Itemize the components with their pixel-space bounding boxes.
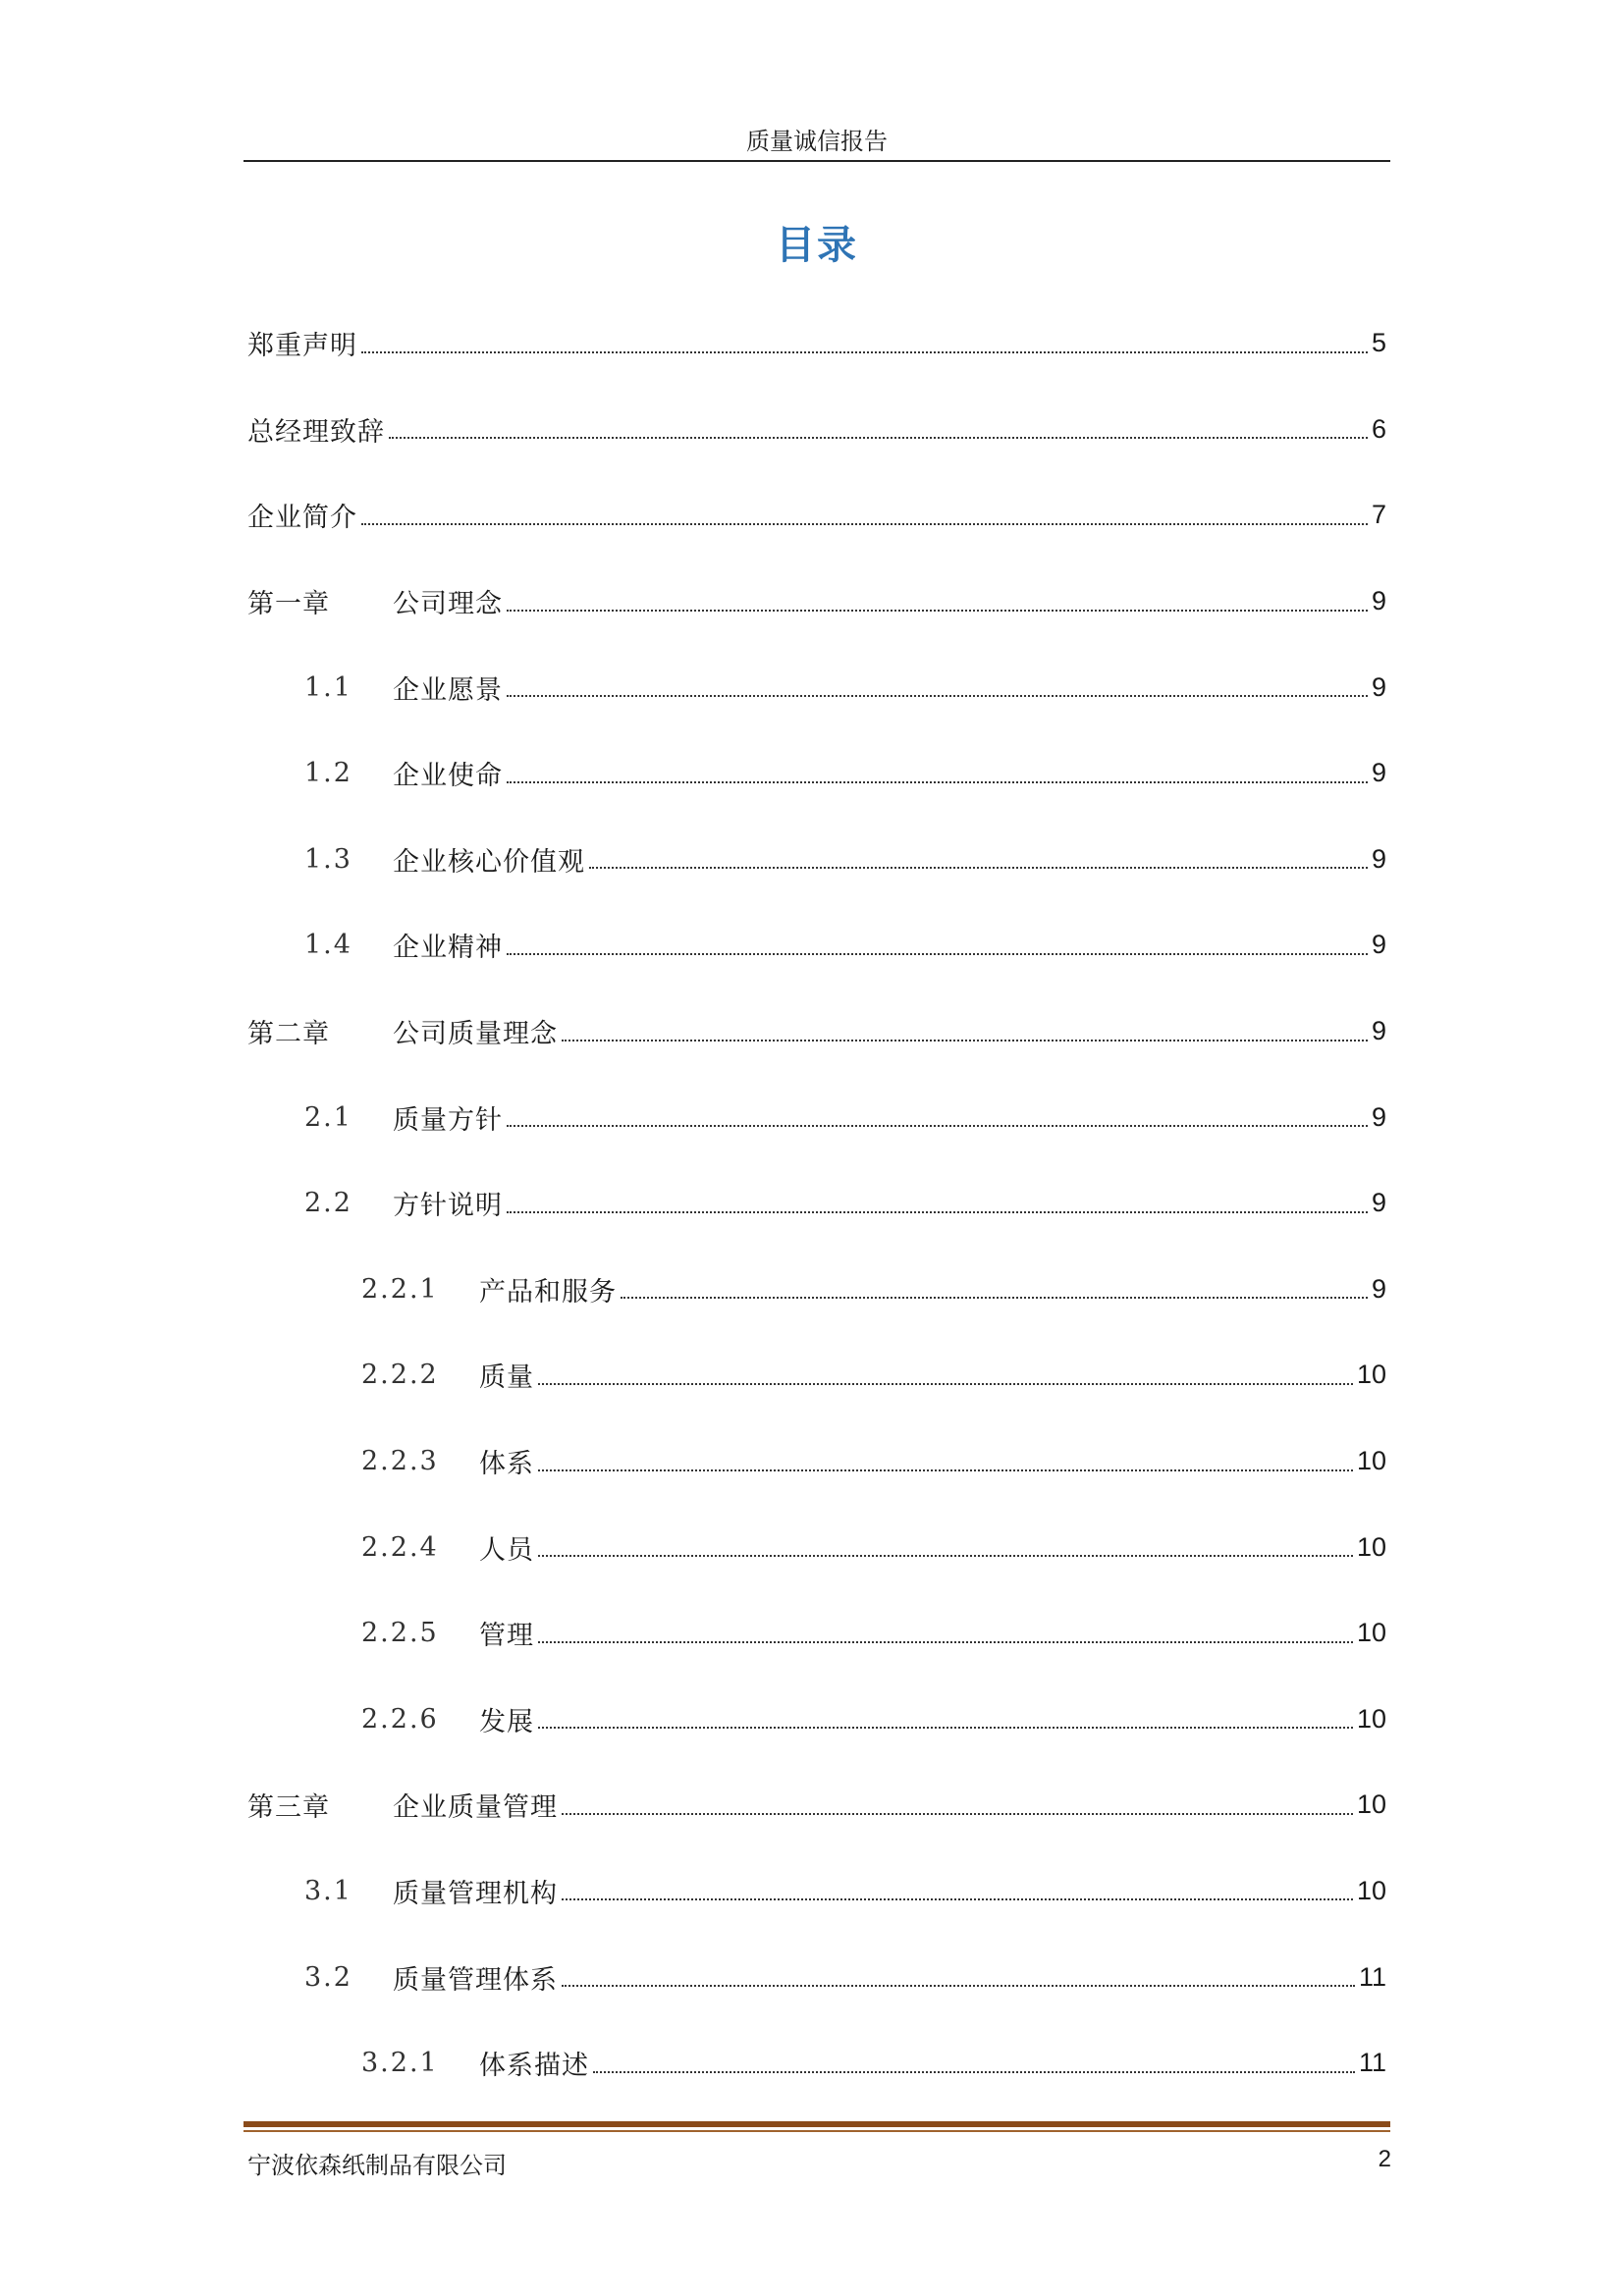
toc-entry-page: 10 — [1356, 1875, 1386, 1905]
toc-entry-number: 2.2.4 — [361, 1531, 439, 1563]
toc-entry-page: 9 — [1371, 758, 1386, 788]
toc-entry-label: 方针说明 — [393, 1191, 503, 1222]
toc-entry[interactable] — [247, 1934, 1386, 2020]
toc-entry-page: 9 — [1371, 1188, 1386, 1218]
footer-divider-thin — [243, 2130, 1390, 2132]
toc-entry-page: 9 — [1371, 671, 1386, 702]
toc-entry[interactable] — [247, 472, 1386, 559]
toc-entry[interactable] — [247, 300, 1386, 387]
toc-entry[interactable] — [247, 1590, 1386, 1677]
toc-entry-page: 10 — [1356, 1789, 1386, 1820]
toc-entry[interactable] — [247, 1332, 1386, 1418]
toc-entry-number: 第三章 — [247, 1792, 330, 1824]
toc-entry-page: 7 — [1371, 500, 1386, 530]
header-divider — [243, 160, 1390, 162]
running-header-title: 质量诚信报告 — [746, 128, 888, 155]
toc-entry-page: 10 — [1356, 1703, 1386, 1734]
toc-entry-number: 第一章 — [247, 589, 330, 620]
toc-entry-label: 总经理致辞 — [247, 416, 385, 448]
toc-entry[interactable] — [247, 1160, 1386, 1247]
toc-entry-label: 管理 — [479, 1621, 534, 1652]
footer-divider-thick — [243, 2121, 1390, 2127]
toc-entry-label: 郑重声明 — [247, 331, 357, 362]
toc-dot-leader — [507, 610, 1368, 612]
toc-entry-page: 9 — [1371, 843, 1386, 874]
toc-entry-number: 3.2 — [304, 1961, 352, 1993]
toc-entry-page: 9 — [1371, 1016, 1386, 1046]
toc-entry-page: 10 — [1356, 1531, 1386, 1562]
toc-entry-page: 10 — [1356, 1618, 1386, 1648]
toc-entry-label: 公司质量理念 — [393, 1019, 558, 1050]
toc-entry-page: 5 — [1371, 328, 1386, 358]
toc-dot-leader — [562, 1813, 1353, 1815]
toc-entry-number: 1.2 — [304, 758, 352, 789]
toc-entry-number: 2.2.5 — [361, 1618, 439, 1649]
toc-dot-leader — [562, 1040, 1368, 1041]
toc-entry-page: 9 — [1371, 586, 1386, 616]
toc-entry-label: 人员 — [479, 1534, 534, 1566]
toc-dot-leader — [507, 781, 1368, 783]
toc-entry[interactable] — [247, 1677, 1386, 1763]
toc-entry[interactable] — [247, 988, 1386, 1075]
toc-dot-leader — [507, 953, 1368, 955]
toc-dot-leader — [507, 1125, 1368, 1127]
toc-entry-number: 2.2.2 — [361, 1360, 439, 1391]
toc-dot-leader — [589, 867, 1368, 869]
toc-entry-number: 3.2.1 — [361, 2048, 439, 2079]
toc-entry[interactable] — [247, 2020, 1386, 2107]
toc-dot-leader — [593, 2071, 1355, 2073]
toc-entry-number: 1.4 — [304, 930, 352, 961]
toc-entry-label: 企业质量管理 — [393, 1792, 558, 1824]
toc-entry-label: 质量方针 — [393, 1104, 503, 1136]
toc-entry-page: 9 — [1371, 930, 1386, 960]
toc-entry[interactable] — [247, 1762, 1386, 1848]
toc-entry-number: 1.3 — [304, 843, 352, 875]
toc-dot-leader — [538, 1727, 1353, 1729]
toc-dot-leader — [538, 1641, 1353, 1643]
toc-dot-leader — [538, 1383, 1353, 1385]
toc-dot-leader — [361, 351, 1368, 353]
toc-entry[interactable] — [247, 1247, 1386, 1333]
toc-entry[interactable] — [247, 1418, 1386, 1505]
toc-entry-page: 11 — [1358, 2048, 1386, 2078]
toc-entry-page: 10 — [1356, 1446, 1386, 1476]
toc-entry[interactable] — [247, 644, 1386, 730]
toc-dot-leader — [562, 1898, 1353, 1900]
toc-entry-page: 9 — [1371, 1273, 1386, 1304]
toc-entry[interactable] — [247, 1848, 1386, 1935]
toc-entry[interactable] — [247, 817, 1386, 903]
toc-title: 目录 — [776, 223, 858, 268]
toc-entry-label: 质量 — [479, 1362, 534, 1394]
toc-entry-number: 3.1 — [304, 1875, 352, 1906]
toc-entry-number: 2.2.3 — [361, 1446, 439, 1477]
toc-entry[interactable] — [247, 559, 1386, 645]
table-of-contents — [247, 300, 1386, 2106]
footer-company-name: 宁波依森纸制品有限公司 — [247, 2152, 507, 2179]
toc-entry-number: 2.2.1 — [361, 1273, 439, 1305]
toc-entry-label: 企业简介 — [247, 503, 357, 534]
footer-page-number: 2 — [1378, 2146, 1391, 2172]
toc-entry-number: 2.2 — [304, 1188, 352, 1219]
toc-entry-page: 9 — [1371, 1101, 1386, 1132]
toc-dot-leader — [538, 1555, 1353, 1557]
toc-entry-page: 11 — [1358, 1961, 1386, 1992]
toc-dot-leader — [507, 1211, 1368, 1213]
toc-entry[interactable] — [247, 1074, 1386, 1160]
toc-dot-leader — [562, 1985, 1355, 1987]
toc-entry-page: 10 — [1356, 1360, 1386, 1390]
toc-dot-leader — [538, 1469, 1353, 1471]
toc-entry-label: 产品和服务 — [479, 1276, 617, 1308]
toc-entry-label: 体系 — [479, 1449, 534, 1480]
toc-entry-number: 2.2.6 — [361, 1703, 439, 1735]
toc-entry-number: 2.1 — [304, 1101, 352, 1133]
toc-entry-page: 6 — [1371, 413, 1386, 444]
toc-entry[interactable] — [247, 1504, 1386, 1590]
toc-dot-leader — [361, 523, 1368, 525]
toc-dot-leader — [621, 1297, 1368, 1299]
toc-entry-label: 企业精神 — [393, 933, 503, 964]
toc-entry-label: 企业愿景 — [393, 674, 503, 706]
toc-entry[interactable] — [247, 730, 1386, 817]
toc-entry[interactable] — [247, 387, 1386, 473]
toc-entry-label: 企业核心价值观 — [393, 846, 585, 878]
toc-entry-label: 体系描述 — [479, 2051, 589, 2082]
toc-entry-label: 质量管理体系 — [393, 1964, 558, 1996]
toc-entry-number: 1.1 — [304, 671, 352, 703]
toc-dot-leader — [389, 437, 1368, 439]
toc-entry-label: 企业使命 — [393, 761, 503, 792]
toc-entry-label: 发展 — [479, 1706, 534, 1737]
toc-entry-label: 质量管理机构 — [393, 1878, 558, 1909]
toc-entry-number: 第二章 — [247, 1019, 330, 1050]
toc-entry[interactable] — [247, 902, 1386, 988]
toc-dot-leader — [507, 695, 1368, 697]
toc-entry-label: 公司理念 — [393, 589, 503, 620]
